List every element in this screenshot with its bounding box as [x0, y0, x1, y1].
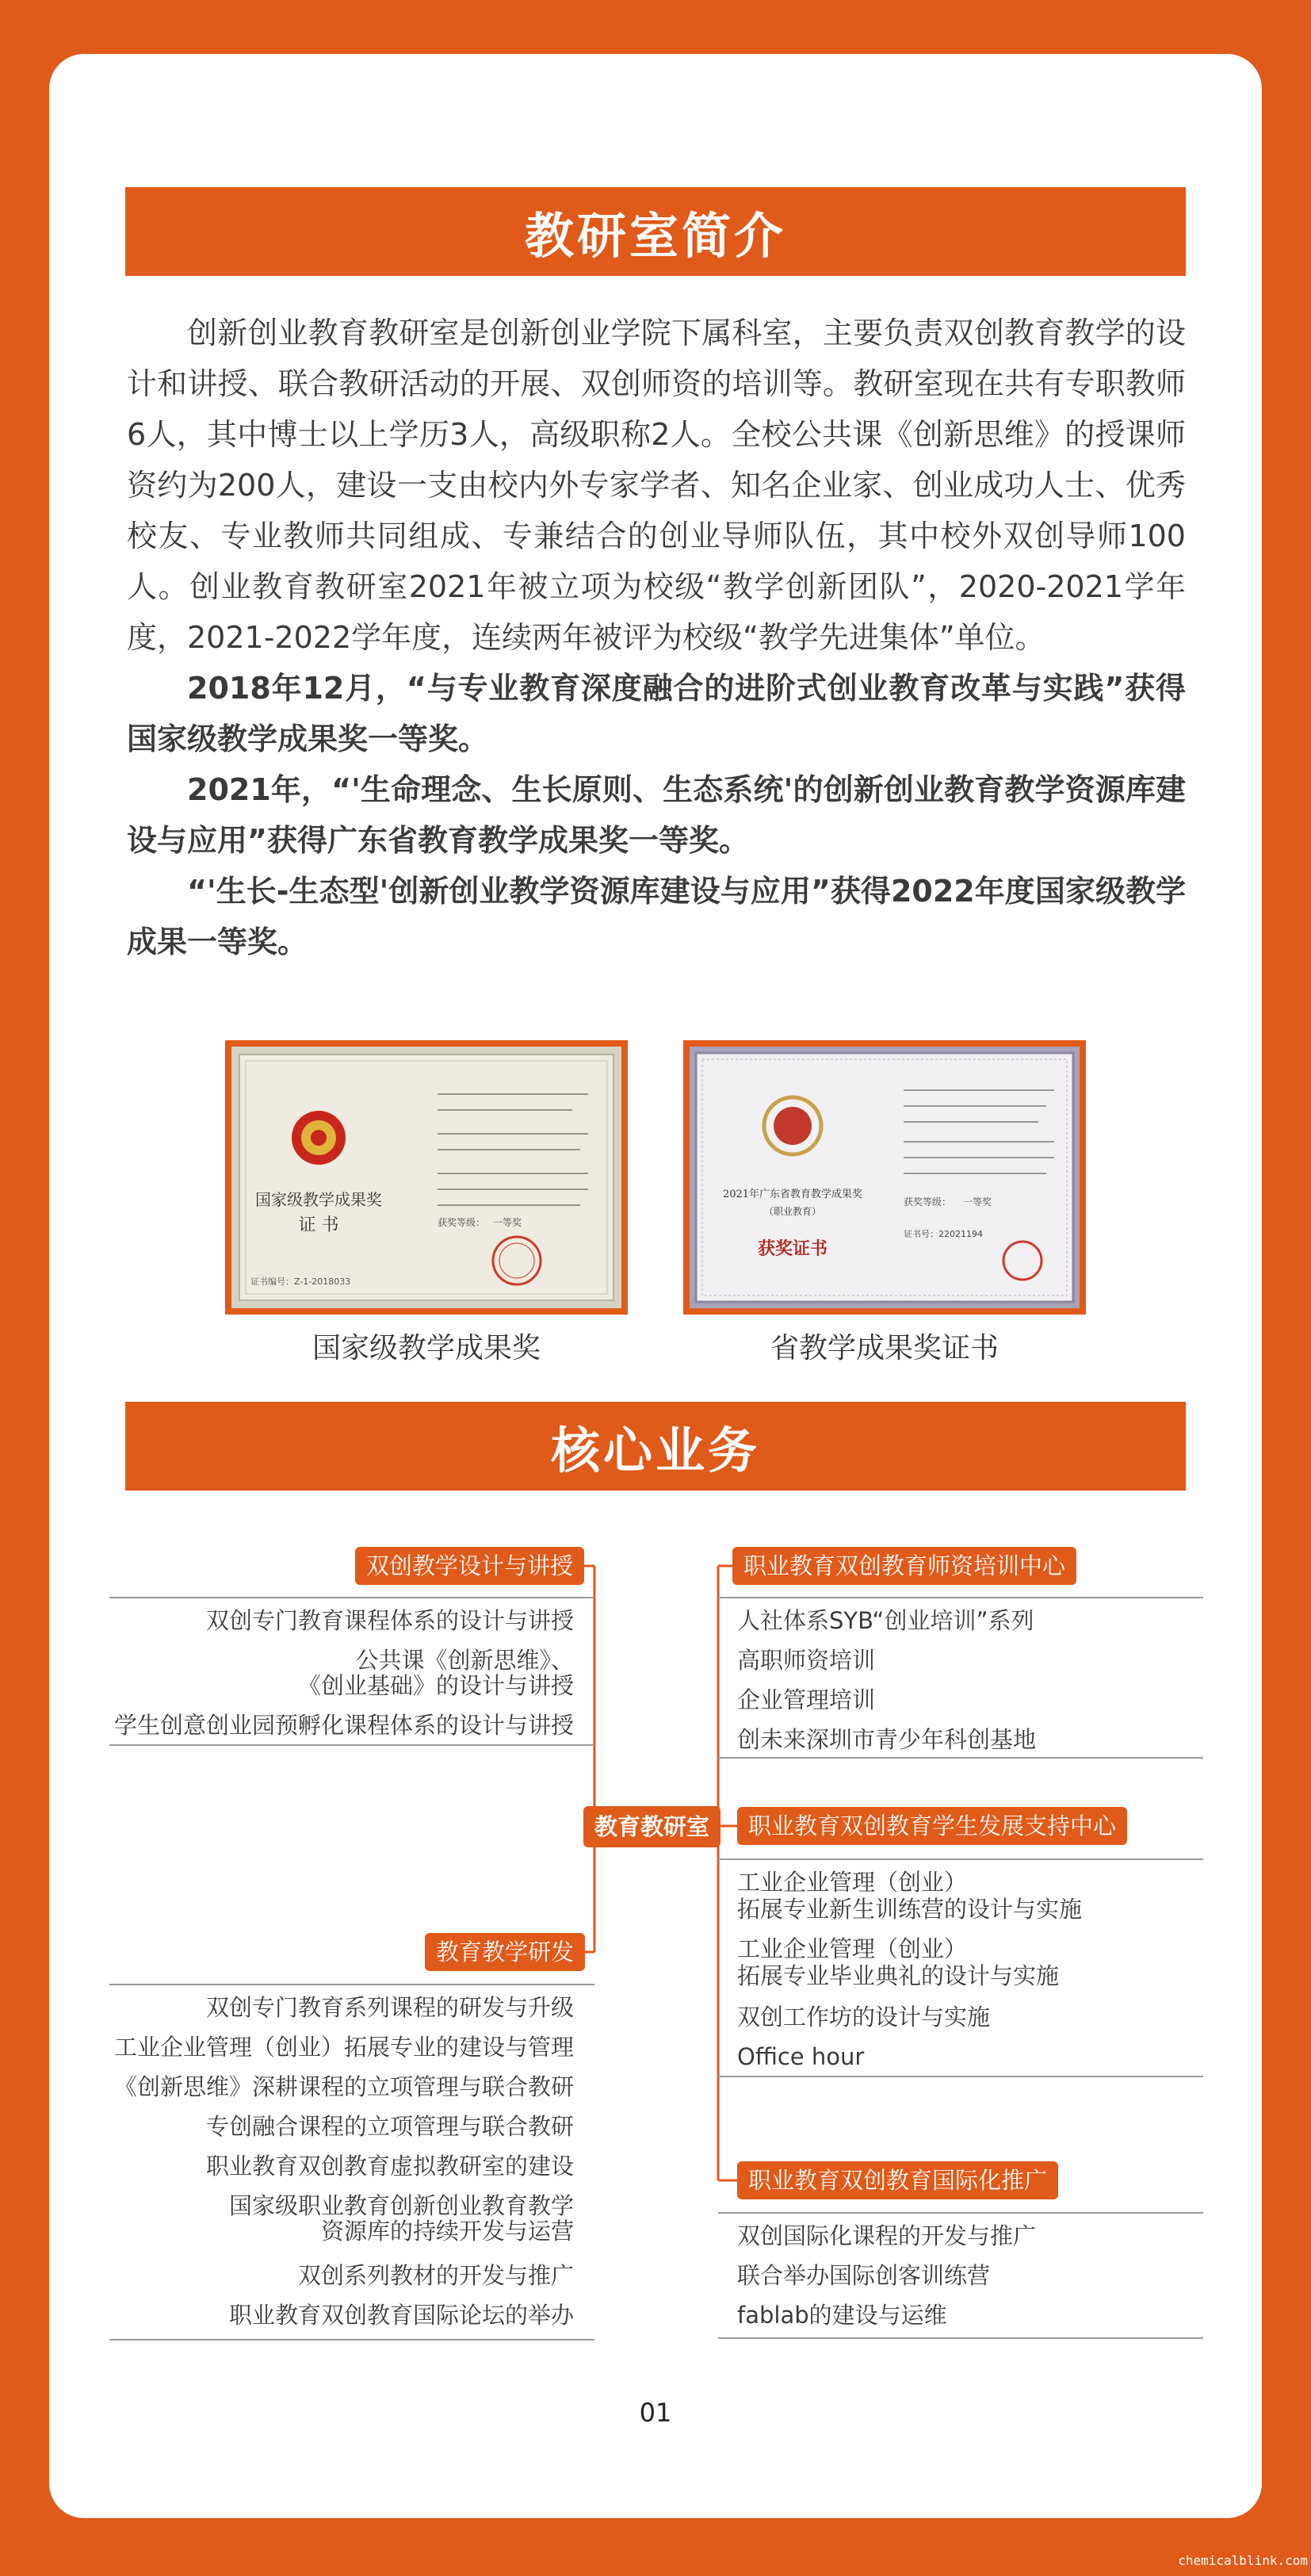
- branch-teacher-training: 职业教育双创教育师资培训中心: [732, 1547, 1076, 1585]
- divider: [718, 2337, 1203, 2339]
- intro-paragraph: 创新创业教育教研室是创新创业学院下属科室，主要负责双创教育教学的设计和讲授、联合教研活动的开展、双创师资的培训等。教研室现在共有专职教师6人，其中博士以上学历3人，高级职称2人。全校公共课《创新思维》的授课师资约为200人，建设一支由校内外专家学者、知名企业家、创业成功人士、优秀校友、专业教师共同组成、专兼结合的创业导师队伍，其中校外双创导师100人。创业教育教研室2021年被立项为校级“教学创新团队”，2020-2021学年度，2021-2022学年度，连续两年被评为校级“教学先进集体”单位。: [127, 316, 1186, 655]
- list-item: 学生创意创业园预孵化课程体系的设计与讲授: [113, 1712, 574, 1739]
- cert-right-award-label: 获奖等级：: [904, 1196, 952, 1208]
- section-title-text: 核心业务: [550, 1421, 760, 1479]
- list-item: 工业企业管理（创业）: [737, 1869, 968, 1896]
- divider: [718, 1858, 1203, 1860]
- cert-left-number: 证书编号：Z-1-2018033: [250, 1277, 351, 1287]
- intro-achievement-1: 2018年12月，“与专业教育深度融合的进阶式创业教育改革与实践”获得国家级教学成果奖一等奖。: [127, 671, 1186, 756]
- cert-right-line2: （职业教育）: [763, 1206, 822, 1217]
- list-item: 职业教育双创教育虚拟教研室的建设: [205, 2153, 574, 2180]
- branch-research: 教育教学研发: [425, 1933, 585, 1971]
- cert-right-award-value: 一等奖: [963, 1196, 992, 1208]
- cert-right-line1: 2021年广东省教育教学成果奖: [722, 1188, 863, 1200]
- list-item: 拓展专业新生训练营的设计与实施: [737, 1896, 1083, 1923]
- divider: [109, 1744, 594, 1746]
- branch-student-support: 职业教育双创教育学生发展支持中心: [737, 1807, 1127, 1845]
- mindmap-center-node: 教育教研室: [583, 1806, 720, 1847]
- list-item: 工业企业管理（创业）: [737, 1935, 968, 1962]
- list-item: 拓展专业毕业典礼的设计与实施: [737, 1962, 1060, 1989]
- divider: [109, 1597, 594, 1598]
- list-item: Office hour: [737, 2043, 865, 2070]
- cert-left-line1: 国家级教学成果奖: [255, 1190, 382, 1209]
- caption-national: 国家级教学成果奖: [312, 1332, 541, 1365]
- section-title-text: 教研室简介: [524, 206, 786, 265]
- list-item: 工业企业管理（创业）拓展专业的建设与管理: [113, 2034, 574, 2061]
- list-item: 双创专门教育课程体系的设计与讲授: [205, 1607, 574, 1634]
- divider: [109, 2339, 594, 2341]
- list-item: 双创国际化课程的开发与推广: [737, 2222, 1037, 2249]
- list-item: 创未来深圳市青少年科创基地: [737, 1726, 1037, 1753]
- cert-right-line3: 获奖证书: [757, 1238, 828, 1259]
- list-item: 职业教育双创教育国际论坛的举办: [228, 2302, 574, 2329]
- list-item: fablab的建设与运维: [737, 2302, 947, 2329]
- intro-achievement-2: 2021年，“'生命理念、生长原则、生态系统'的创新创业教育教学资源库建设与应用”获得广东省教育教学成果奖一等奖。: [127, 772, 1186, 858]
- branch-international: 职业教育双创教育国际化推广: [737, 2161, 1058, 2199]
- list-item: 《创业基础》的设计与讲授: [297, 1672, 574, 1699]
- caption-provincial: 省教学成果奖证书: [770, 1332, 999, 1365]
- divider: [718, 1757, 1203, 1759]
- list-item: 高职师资培训: [737, 1647, 876, 1674]
- branch-teaching-design: 双创教学设计与讲授: [355, 1547, 584, 1585]
- list-item: 资源库的持续开发与运营: [320, 2218, 574, 2245]
- divider: [718, 2212, 1203, 2214]
- list-item: 企业管理培训: [737, 1686, 876, 1713]
- list-item: 专创融合课程的立项管理与联合教研: [205, 2113, 574, 2140]
- intro-achievement-3: “'生长-生态型'创新创业教学资源库建设与应用”获得2022年度国家级教学成果一等奖。: [127, 874, 1186, 959]
- list-item: 联合举办国际创客训练营: [737, 2262, 991, 2289]
- list-item: 双创专门教育系列课程的研发与升级: [205, 1994, 574, 2021]
- list-item: 《创新思维》深耕课程的立项管理与联合教研: [113, 2073, 574, 2100]
- divider: [718, 1597, 1203, 1598]
- divider: [109, 1984, 594, 1985]
- list-item: 国家级职业教育创新创业教育教学: [228, 2192, 574, 2219]
- cert-left-award-value: 一等奖: [493, 1217, 522, 1228]
- cert-left-award-label: 获奖等级：: [438, 1217, 486, 1228]
- list-item: 人社体系SYB“创业培训”系列: [737, 1607, 1034, 1634]
- list-item: 双创工作坊的设计与实施: [737, 2004, 991, 2031]
- watermark: chemicalblink.com: [1178, 2553, 1308, 2568]
- divider: [718, 2076, 1203, 2077]
- list-item: 公共课《创新思维》、: [355, 1647, 574, 1674]
- cert-left-line2: 证 书: [298, 1215, 339, 1235]
- list-item: 双创系列教材的开发与推广: [297, 2262, 574, 2289]
- cert-right-number: 证书号：22021194: [904, 1229, 983, 1239]
- page-number: 01: [639, 2398, 672, 2428]
